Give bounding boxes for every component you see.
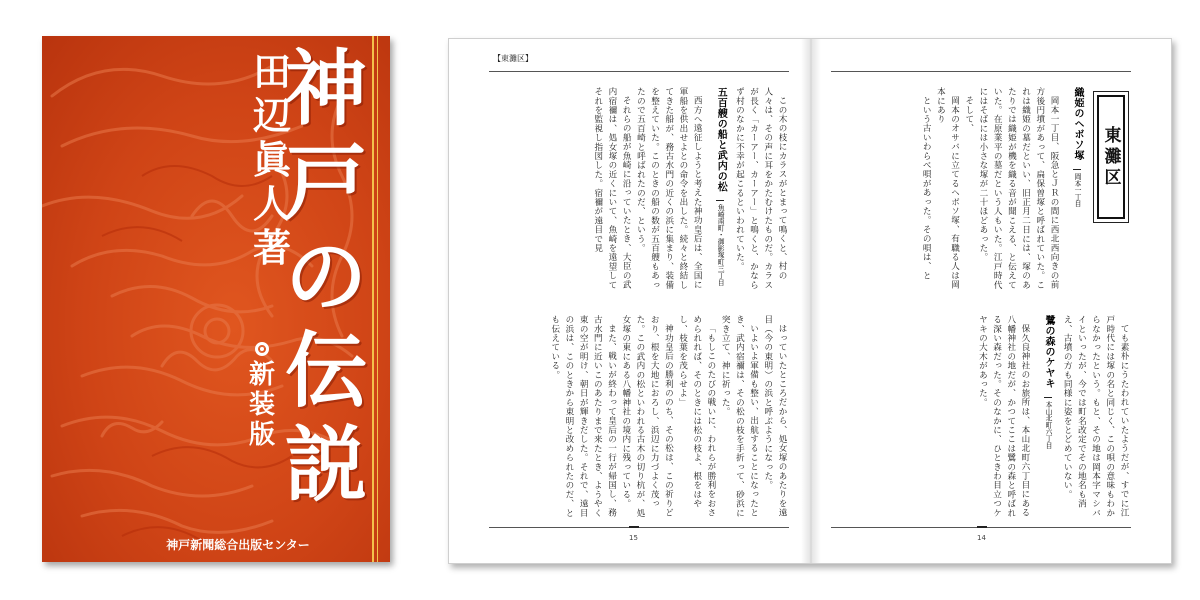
- body-paragraph: それらの船が魚崎に沿っていたとき、大臣の武内宿禰は、処女塚の近くにいて、魚崎を遠望してそれを監視し指図した。宿禰が遠目で見: [592, 87, 632, 290]
- title-char: 戸: [284, 135, 367, 231]
- story-heading: [712, 87, 728, 297]
- page-number: 15: [629, 534, 638, 542]
- body-paragraph: いよいよ軍備も整い、出航することになったとき、武内宿禰は、その松の枝を手折って、砂浜に突き立て、神に祈った。: [720, 315, 759, 518]
- running-head: 【東灘区】: [493, 54, 533, 63]
- author-char: 田: [252, 49, 291, 94]
- right-page: [811, 39, 1171, 563]
- body-paragraph: ても素朴にうたわれていたようだが、すでに江戸時代には塚の名と同じく、この唄の意味もわからなかったという。もと、その地は岡本字マシバイといったが、今では町名改定でその地名も消え、古墳の方も同様に姿をとどめていない。: [1062, 315, 1129, 518]
- page-number: 14: [977, 534, 986, 542]
- body-paragraph: 岡本のオサバに立てるヘボソ塚、有職る人は岡本にあり: [935, 87, 960, 289]
- author-char: 人: [252, 181, 291, 226]
- body-paragraph: この木の枝にカラスがとまって鳴くと、村の人々は、その声に耳をかたむけたものだ。カラスが長く「カーアー、カーアー」と鳴くと、かならず村のなかに不幸が起こるといわれていた。: [734, 87, 787, 290]
- cover-gold-stripe-right: [377, 36, 378, 562]
- right-lower-text-block: [835, 315, 1131, 519]
- body-paragraph: また、戦いが終わって皇后の一行が帰国し、務古水門に近いこのあたりまで来たとき、ようやく東の空が明け、朝日が輝きだした。それで、遠目の浜は、このときから東明と改められたのだ、とも伝えている。: [549, 315, 617, 518]
- story-location: 本山北町六丁目: [1044, 397, 1052, 449]
- title-char: の: [284, 229, 367, 325]
- page-number-tick: [977, 526, 987, 528]
- body-paragraph: という古いわらべ唄があった。その唄は、と: [921, 95, 932, 280]
- bullet-circle-icon: [255, 342, 269, 356]
- header-rule: [831, 71, 1131, 72]
- author-char: 眞: [252, 137, 291, 182]
- body-paragraph: 岡本一丁目、阪急とＪＲの間に西北西向きの前方後円墳があって、扁保曽塚と呼ばれていた。これは織姫の墓だといい、旧正月二日には、塚のあたりでは織姫が機を織る音が聞こえる、と伝えていた。在原業平の墓だという人もいた。江戸時代にはそばには小さな塚が二十ほどあった。: [977, 87, 1059, 290]
- author-char: 著: [252, 225, 291, 270]
- book-spread: [448, 38, 1172, 564]
- body-paragraph: 「もしこのたびの戦いに、われらが勝利をおさめられれば、そのときには松の枝よ、根をはやし、枝葉を茂らせよ」: [677, 315, 716, 517]
- story-title: 五百艘の船と武内の松: [715, 87, 727, 192]
- cover-publisher: 神戸新聞総合出版センター: [166, 538, 310, 552]
- title-char: 説: [284, 417, 367, 513]
- edition-char: 版: [248, 420, 275, 450]
- page-number-tick: [629, 526, 639, 528]
- title-char: 神: [284, 41, 367, 137]
- story-title: 織姫のヘボソ塚: [1072, 87, 1083, 161]
- right-upper-text-block: [835, 87, 1089, 297]
- cover-edition-label: [232, 342, 292, 450]
- story-heading: [1069, 87, 1085, 297]
- body-paragraph: はっていたところだから、処女塚のあたりを遠目（今の東明）の浜と呼ぶようになった。: [762, 315, 787, 517]
- body-paragraph: 神功皇后の勝利ののち、その松は、この祈りどおり、根を大地におろし、浜辺に力づよく茂った。この武内の松といわれる古木の切り杭が、処女塚の東にある八幡神社の境内に残っている。: [620, 315, 674, 518]
- edition-char: 新: [248, 360, 275, 390]
- book-cover: [42, 36, 390, 562]
- left-page: [449, 39, 809, 563]
- story-location: 魚崎南町・御影塚町三丁目: [716, 200, 724, 286]
- left-lower-text-block: [489, 315, 789, 519]
- body-paragraph: そして、: [963, 95, 974, 133]
- title-char: 伝: [284, 323, 367, 419]
- edition-char: 装: [248, 390, 275, 420]
- section-label: 東灘区: [1100, 125, 1121, 189]
- body-paragraph: 西方へ遠征しようと考えた神功皇后は、全国に軍船を供出せよとの命令を出した。続々と終結してきた船が、務古水門の近くの浜に集まり、装備を整えていた。このときの船の数が五百艘もあったので五百崎と呼ばれたのだ、という。: [635, 87, 703, 290]
- story-heading: [1040, 315, 1056, 519]
- cover-title: [278, 42, 374, 512]
- left-upper-text-block: [489, 87, 789, 297]
- section-label-box: [1093, 91, 1129, 223]
- story-location: 岡本一丁目: [1073, 169, 1081, 207]
- footer-rule: [489, 527, 789, 528]
- body-paragraph: 保久良神社のお旅所は、本山北町六丁目にある八幡神社の地だが、かつてここは鷺の森と呼ばれる深い森だった。そのなかに、ひときわ目立つケヤキの大木があった。: [977, 315, 1030, 518]
- story-title: 鷺の森のケヤキ: [1042, 315, 1054, 389]
- author-char: 辺: [252, 93, 291, 138]
- header-rule: [489, 71, 789, 72]
